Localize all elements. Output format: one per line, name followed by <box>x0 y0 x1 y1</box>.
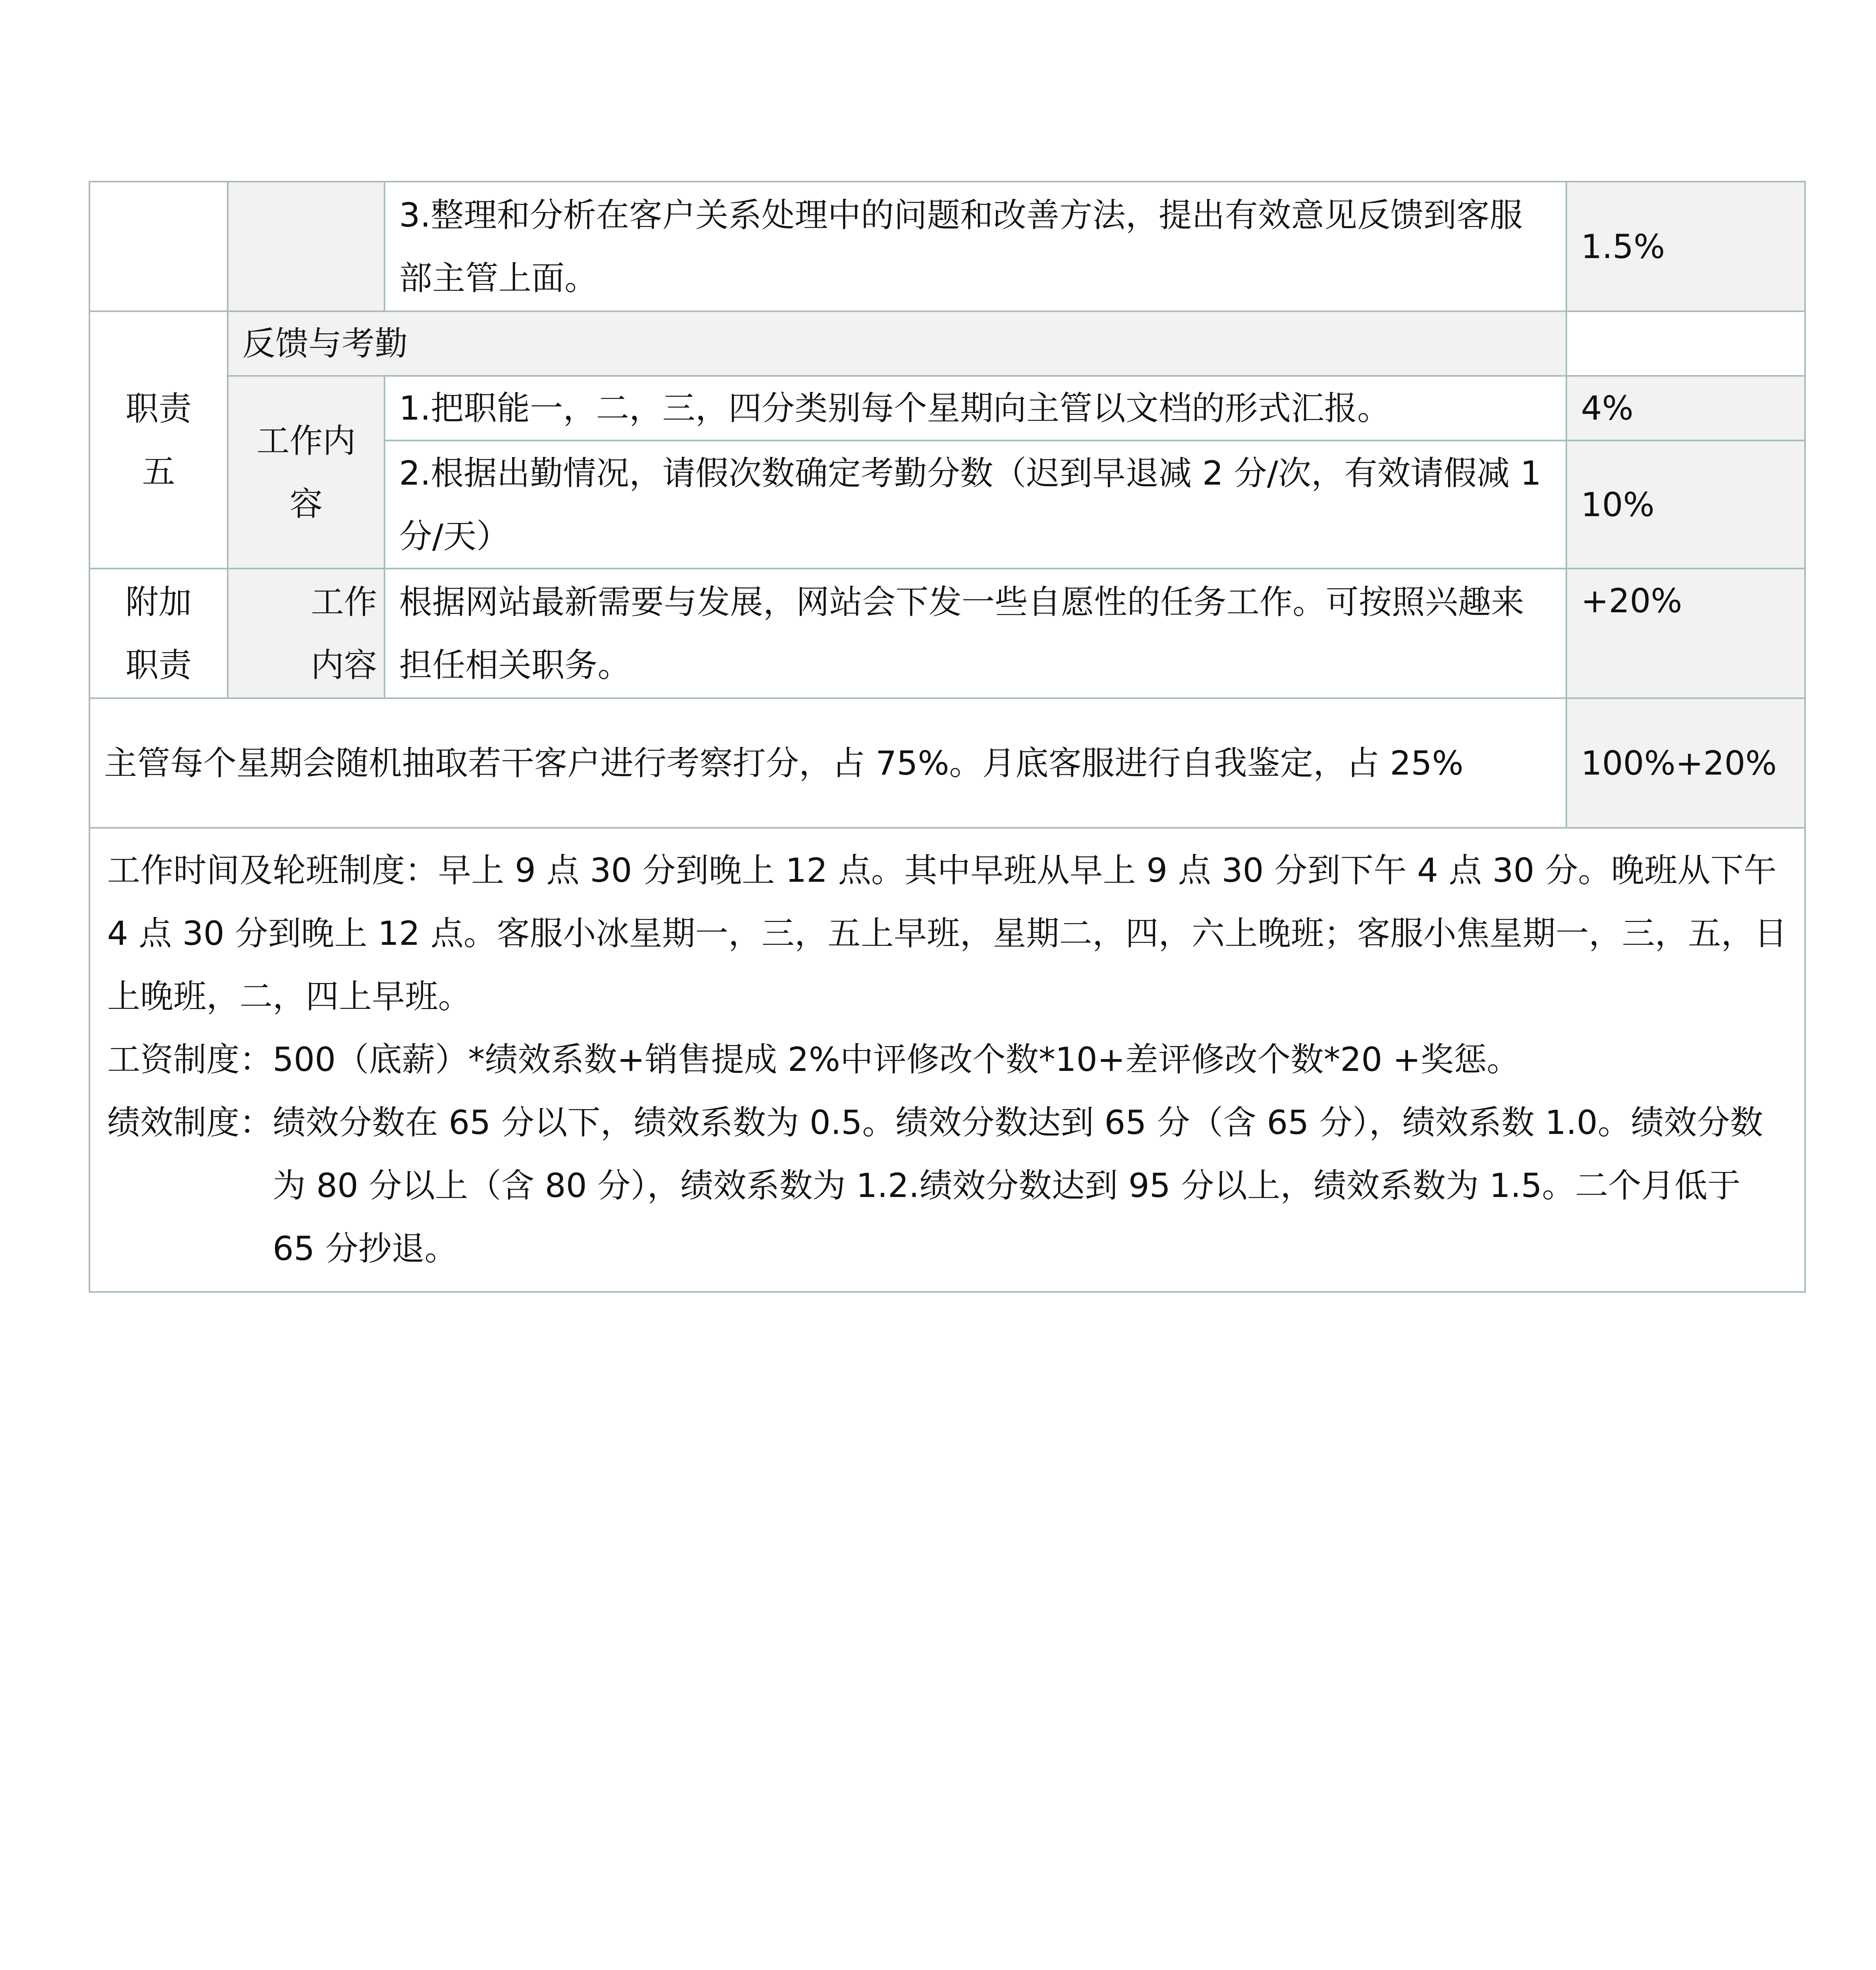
duty-weight: 1.5% <box>1566 182 1805 311</box>
duty-content: 根据网站最新需要与发展，网站会下发一些自愿性的任务工作。可按照兴趣来担任相关职务。 <box>384 569 1566 698</box>
duty-weight: 4% <box>1566 376 1805 440</box>
extra-duty-label: 附加职责 <box>89 569 228 698</box>
summary-weight: 100%+20% <box>1566 698 1805 828</box>
summary-content: 主管每个星期会随机抽取若干客户进行考察打分，占 75%。月底客服进行自我鉴定，占 25% <box>89 698 1566 828</box>
table-row <box>89 828 1805 1292</box>
duty5-sub-label: 工作内容 <box>228 376 384 569</box>
table-row <box>89 569 1805 698</box>
table-row <box>89 311 1805 376</box>
table-row <box>89 698 1805 828</box>
salary-text: 工资制度：500（底薪）*绩效系数+销售提成 2%中评修改个数*10+差评修改个数*20 +奖惩。 <box>107 1040 1520 1079</box>
empty-cell <box>89 182 228 311</box>
duty5-label: 职责五 <box>89 311 228 569</box>
schedule-text: 工作时间及轮班制度：早上 9 点 30 分到晚上 12 点。其中早班从早上 9 点 30 分到下午 4 点 30 分。晚班从下午 4 点 30 分到晚上 12 点。客服小冰星期一，三，五上早班，星期二，四，六上晚班；客服小焦星期一，三，五，日上晚班，二，四上早班。 <box>107 851 1787 1016</box>
empty-cell <box>1566 311 1805 376</box>
duty-content: 2.根据出勤情况，请假次数确定考勤分数（迟到早退减 2 分/次，有效请假减 1 分/天） <box>384 440 1566 569</box>
performance-policy <box>107 1091 1787 1280</box>
empty-cell <box>228 182 384 311</box>
performance-label: 绩效制度： <box>107 1103 273 1142</box>
duty-content: 3.整理和分析在客户关系处理中的问题和改善方法，提出有效意见反馈到客服部主管上面。 <box>384 182 1566 311</box>
duty5-title: 反馈与考勤 <box>228 311 1566 376</box>
extra-sub-label: 工作内容 <box>228 569 384 698</box>
duty-weight: 10% <box>1566 440 1805 569</box>
policy-notes <box>89 828 1805 1292</box>
table-row <box>89 182 1805 311</box>
performance-text: 绩效分数在 65 分以下，绩效系数为 0.5。绩效分数达到 65 分（含 65 分），绩效系数 1.0。绩效分数为 80 分以上（含 80 分），绩效系数为 1.2.绩效分数达到 95 分以上，绩效系数为 1.5。二个月低于 65 分抄退。 <box>273 1103 1763 1268</box>
duty-weight: +20% <box>1566 569 1805 698</box>
table-row <box>89 376 1805 440</box>
job-duty-table <box>89 181 1806 1293</box>
duty-content: 1.把职能一，二，三，四分类别每个星期向主管以文档的形式汇报。 <box>384 376 1566 440</box>
